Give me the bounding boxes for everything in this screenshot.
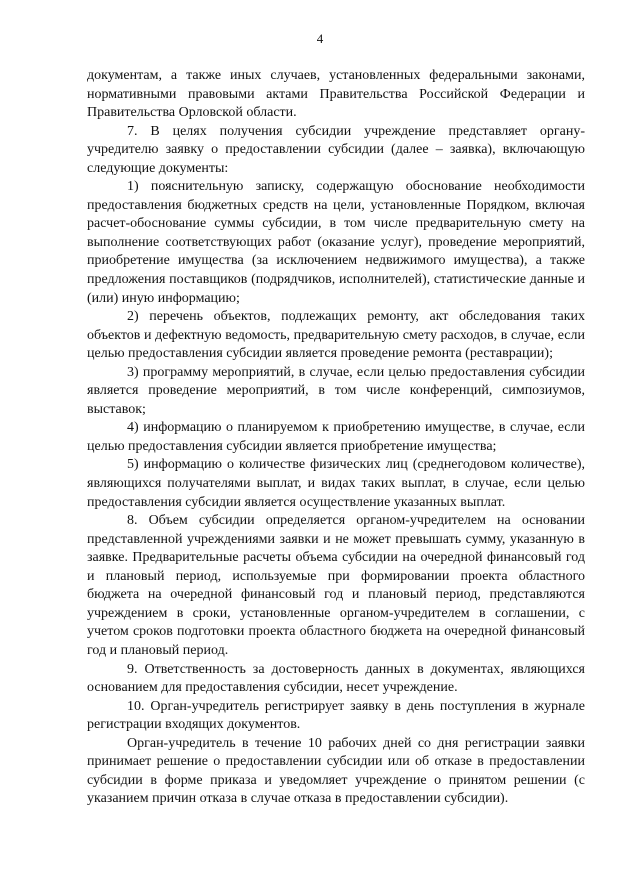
paragraph-subitem-3: 3) программу мероприятий, в случае, если целью предоставления субсидии является проведение мероприятий, в том числе конференций, симпозиумов, выставок; <box>87 364 585 417</box>
paragraph-subitem-4: 4) информацию о планируемом к приобретению имуществе, в случае, если целью предоставления субсидии является приобретение имущества; <box>87 420 585 454</box>
paragraph-subitem-2: 2) перечень объектов, подлежащих ремонту, акт обследования таких объектов и дефектную ведомость, предварительную смету расходов, в случае, если целью предоставления субсидии является проведение ремонта (реставрации); <box>87 309 585 362</box>
paragraph-item-7: 7. В целях получения субсидии учреждение представляет органу-учредителю заявку о предоставлении субсидии (далее – заявка), включающую следующие документы: <box>87 123 585 176</box>
document-body <box>87 67 585 809</box>
paragraph-item-10: 10. Орган-учредитель регистрирует заявку в день поступления в журнале регистрации входящих документов. <box>87 698 585 733</box>
paragraph-item-10-continued: Орган-учредитель в течение 10 рабочих дней со дня регистрации заявки принимает решение о предоставлении субсидии или об отказе в предоставлении субсидии в форме приказа и уведомляет учреждение о принятом решении (с указанием причин отказа в случае отказа в предоставлении субсидии). <box>87 735 585 807</box>
paragraph-subitem-1: 1) пояснительную записку, содержащую обоснование необходимости предоставления бюджетных средств на цели, установленные Порядком, включая расчет-обоснование суммы субсидии, в том числе предварительную смету на выполнение соответствующих работ (оказание услуг), проведение мероприятий, приобретение имущества (за исключением недвижимого имущества), а также предложения поставщиков (подрядчиков, исполнителей), статистические данные и (или) иную информацию; <box>87 179 585 306</box>
paragraph-continuation: документам, а также иных случаев, установленных федеральными законами, нормативными правовыми актами Правительства Российской Федерации и Правительства Орловской области. <box>87 68 585 121</box>
paragraph-item-8: 8. Объем субсидии определяется органом-учредителем на основании представленной учреждениями заявки и не может превышать сумму, указанную в заявке. Предварительные расчеты объема субсидии на очередной финансовый год и плановый период, используемые при формировании проекта областного бюджета на очередной финансовый год и плановый период, представляются учреждением в сроки, установленные органом-учредителем в соглашении, с учетом сроков подготовки проекта областного бюджета на очередной финансовый год и плановый период. <box>87 513 585 658</box>
paragraph-subitem-5: 5) информацию о количестве физических лиц (среднегодовом количестве), являющихся получателями выплат, и видах таких выплат, в случае, если целью предоставления субсидии является осуществление указанных выплат. <box>87 457 585 510</box>
paragraph-item-9: 9. Ответственность за достоверность данных в документах, являющихся основанием для предоставления субсидии, несет учреждение. <box>87 661 585 696</box>
page-number: 4 <box>316 31 324 46</box>
